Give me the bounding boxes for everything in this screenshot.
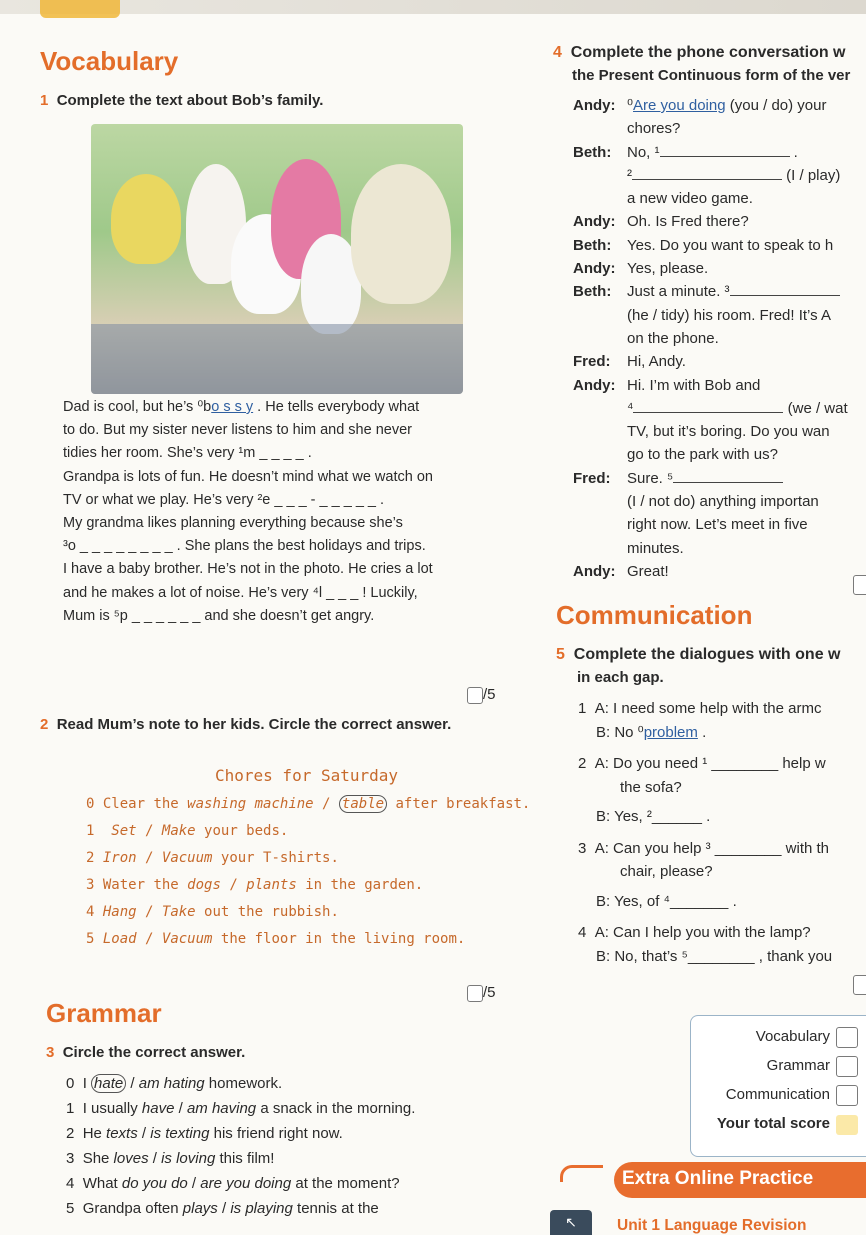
dialogue-a-cont: chair, please? bbox=[620, 863, 713, 880]
exercise-4-title-line2: the Present Continuous form of the ver bbox=[572, 67, 851, 84]
exercise-1-text bbox=[63, 396, 433, 628]
option-a[interactable]: texts bbox=[106, 1125, 138, 1142]
grammar-item: 1 I usually have / am having a snack in the morning. bbox=[66, 1100, 416, 1117]
dialogue-line: Fred: Hi, Andy. bbox=[573, 353, 686, 371]
grammar-item: 3 She loves / is loving this film! bbox=[66, 1150, 275, 1167]
text-line: and he makes a lot of noise. He’s very ⁴l _ _ _ ! Luckily, bbox=[63, 584, 418, 601]
text-line: Grandpa is lots of fun. He doesn’t mind what we watch on bbox=[63, 468, 433, 485]
dialogue-line: a new video game. bbox=[627, 190, 753, 208]
note-item: 1 Set / Make your beds. bbox=[86, 823, 289, 839]
text-line: tidies her room. She’s very ¹m _ _ _ _ . bbox=[63, 445, 312, 462]
option-b[interactable]: Vacuum bbox=[161, 931, 213, 947]
exercise-5-title: 5 Complete the dialogues with one w bbox=[556, 646, 841, 663]
summary-communication: Communication bbox=[725, 1086, 830, 1103]
dialogue-line: Beth: Yes. Do you want to speak to h bbox=[573, 236, 834, 254]
dialogue-line: Andy: ⁰Are you doing (you / do) your bbox=[573, 97, 827, 114]
vocabulary-score-box[interactable] bbox=[836, 1027, 858, 1048]
vocabulary-heading: Vocabulary bbox=[40, 46, 179, 76]
dialogue-a: 2 A: Do you need ¹ ________ help w bbox=[578, 755, 826, 772]
example-answer: Are you doing bbox=[633, 97, 726, 114]
grammar-item: 5 Grandpa often plays / is playing tennis at the bbox=[66, 1200, 379, 1217]
dialogue-b: B: Yes, of ⁴_______ . bbox=[596, 892, 737, 910]
gap-3[interactable] bbox=[730, 281, 840, 296]
option-b[interactable]: Take bbox=[161, 904, 196, 920]
exercise-5-title-line2: in each gap. bbox=[577, 669, 664, 686]
summary-grammar: Grammar bbox=[766, 1057, 830, 1074]
option-b[interactable]: Vacuum bbox=[161, 850, 213, 866]
option-b[interactable]: are you doing bbox=[200, 1175, 292, 1192]
dialogue-line: Andy: Oh. Is Fred there? bbox=[573, 213, 749, 231]
exercise-5-score-box[interactable] bbox=[853, 975, 866, 995]
note-title: Chores for Saturday bbox=[215, 766, 399, 785]
exercise-4-score-box[interactable] bbox=[853, 575, 866, 595]
option-a[interactable]: hate bbox=[91, 1074, 126, 1093]
exercise-2-score: /5 bbox=[467, 984, 496, 1002]
option-a[interactable]: have bbox=[141, 1100, 175, 1117]
summary-vocabulary: Vocabulary bbox=[755, 1028, 830, 1045]
dialogue-line: Fred: Sure. ⁵ bbox=[573, 467, 848, 490]
dialogue-line: TV, but it’s boring. Do you wan bbox=[627, 423, 830, 441]
dialogue-line: minutes. bbox=[627, 539, 684, 557]
grammar-item: 0 I hate / am hating homework. bbox=[66, 1075, 283, 1092]
option-b[interactable]: is texting bbox=[150, 1125, 210, 1142]
gap-5[interactable] bbox=[673, 468, 783, 483]
option-b[interactable]: plants bbox=[246, 877, 297, 893]
dialogue-line: Beth: No, ¹ . bbox=[573, 143, 798, 161]
dialogue-line: Andy: Hi. I’m with Bob and bbox=[573, 376, 761, 394]
exercise-4-title: 4 Complete the phone conversation w bbox=[553, 44, 846, 61]
score-box[interactable] bbox=[467, 985, 483, 1002]
option-b[interactable]: Make bbox=[161, 823, 196, 839]
dialogue-a: 1 A: I need some help with the armc bbox=[578, 700, 822, 717]
example-answer: problem bbox=[643, 723, 698, 741]
text-line: My grandma likes planning everything because she’s bbox=[63, 515, 403, 532]
note-item: 5 Load / Vacuum the floor in the living room. bbox=[86, 931, 466, 947]
note-item: 2 Iron / Vacuum your T-shirts. bbox=[86, 850, 339, 866]
dialogue-b: B: No ⁰problem . bbox=[596, 723, 707, 741]
note-item: 0 Clear the washing machine / table after breakfast. bbox=[86, 796, 531, 812]
dialogues bbox=[578, 697, 832, 968]
grammar-heading: Grammar bbox=[46, 998, 162, 1028]
option-a[interactable]: Load bbox=[102, 931, 137, 947]
text-line: Mum is ⁵p _ _ _ _ _ _ and she doesn’t get angry. bbox=[63, 607, 375, 624]
dialogue-line: ⁴ (we / wat bbox=[627, 399, 848, 417]
option-a[interactable]: Hang bbox=[102, 904, 137, 920]
cursor-icon: ↖ bbox=[550, 1210, 592, 1235]
grammar-score-box[interactable] bbox=[836, 1056, 858, 1077]
option-b[interactable]: am having bbox=[186, 1100, 257, 1117]
gap-1[interactable] bbox=[660, 142, 790, 157]
family-photo bbox=[91, 124, 463, 394]
option-a[interactable]: Set bbox=[111, 823, 137, 839]
top-banner bbox=[0, 0, 866, 14]
gap-4[interactable]: _______ bbox=[670, 892, 729, 910]
gap-4[interactable] bbox=[633, 398, 783, 413]
option-a[interactable]: Iron bbox=[102, 850, 137, 866]
gap-2[interactable]: _ _ _ - _ _ _ _ _ . bbox=[274, 491, 385, 508]
dialogue-a: 4 A: Can I help you with the lamp? bbox=[578, 924, 811, 941]
text-line: to do. But my sister never listens to him and she never bbox=[63, 422, 412, 439]
chores-note bbox=[86, 791, 530, 953]
dialogue-a-cont: the sofa? bbox=[620, 778, 682, 796]
option-a[interactable]: loves bbox=[113, 1150, 149, 1167]
exercise-1-title: 1 Complete the text about Bob’s family. bbox=[40, 92, 324, 109]
unit-number-decoration bbox=[40, 0, 120, 18]
text-line: Dad is cool, but he’s ⁰bo s s y . He tells everybody what bbox=[63, 399, 420, 415]
exercise-3-title: 3 Circle the correct answer. bbox=[46, 1044, 246, 1061]
text-line: TV or what we play. He’s very ²e _ _ _ - _ _ _ _ _ . bbox=[63, 491, 385, 508]
dialogue-line: Andy: Yes, please. bbox=[573, 260, 709, 278]
unit-revision-link[interactable]: Unit 1 Language Revision bbox=[617, 1217, 807, 1234]
dialogue-line: (I / not do) anything importan bbox=[627, 493, 819, 511]
gap-5[interactable]: ________ bbox=[687, 947, 755, 965]
phone-conversation bbox=[573, 94, 848, 583]
gap-5[interactable]: _ _ _ _ _ _ bbox=[131, 607, 201, 624]
dialogue-b: B: No, that’s ⁵________ , thank you bbox=[596, 947, 833, 965]
score-box[interactable] bbox=[467, 687, 483, 704]
summary-total: Your total score bbox=[716, 1115, 830, 1132]
grammar-item: 2 He texts / is texting his friend right now. bbox=[66, 1125, 343, 1142]
example-answer: o s s y bbox=[211, 399, 254, 415]
dialogue-line: Beth: Just a minute. ³ bbox=[573, 280, 848, 303]
dialogue-line: on the phone. bbox=[627, 329, 719, 347]
text-line: ³o _ _ _ _ _ _ _ _ . She plans the best holidays and trips. bbox=[63, 538, 426, 555]
dialogue-line: Andy: Great! bbox=[573, 562, 669, 580]
grammar-item: 4 What do you do / are you doing at the moment? bbox=[66, 1175, 400, 1192]
option-b[interactable]: is loving bbox=[161, 1150, 216, 1167]
dialogue-a: 3 A: Can you help ³ ________ with th bbox=[578, 839, 830, 857]
option-b[interactable]: is playing bbox=[230, 1200, 293, 1217]
gap-3[interactable]: _ _ _ _ _ _ _ _ bbox=[79, 538, 173, 555]
dialogue-b: B: Yes, ²______ . bbox=[596, 808, 711, 825]
communication-score-box[interactable] bbox=[836, 1085, 858, 1106]
extra-online-practice-banner[interactable]: Extra Online Practice bbox=[614, 1162, 866, 1198]
gap-2[interactable] bbox=[632, 165, 782, 180]
decorative-line bbox=[560, 1165, 603, 1182]
communication-heading: Communication bbox=[556, 600, 753, 630]
text-line: I have a baby brother. He’s not in the photo. He cries a lot bbox=[63, 561, 433, 578]
dialogue-line: chores? bbox=[627, 120, 681, 138]
exercise-2-title: 2 Read Mum’s note to her kids. Circle the correct answer. bbox=[40, 716, 452, 733]
option-b[interactable]: table bbox=[339, 795, 387, 813]
option-a[interactable]: plays bbox=[182, 1200, 218, 1217]
dialogue-line: (he / tidy) his room. Fred! It’s A bbox=[627, 306, 831, 324]
option-b[interactable]: am hating bbox=[138, 1075, 205, 1092]
dialogue-line: ² (I / play) bbox=[627, 166, 841, 184]
exercise-1-score: /5 bbox=[467, 686, 496, 704]
exercise-3-list bbox=[66, 1071, 415, 1221]
note-item: 4 Hang / Take out the rubbish. bbox=[86, 904, 339, 920]
gap-4[interactable]: _ _ _ bbox=[326, 584, 359, 601]
score-summary-labels bbox=[700, 1022, 830, 1138]
dialogue-line: go to the park with us? bbox=[627, 446, 778, 464]
note-item: 3 Water the dogs / plants in the garden. bbox=[86, 877, 424, 893]
option-a[interactable]: washing machine bbox=[187, 796, 314, 812]
gap-2[interactable]: ______ bbox=[651, 808, 702, 825]
option-a[interactable]: do you do bbox=[121, 1175, 188, 1192]
dialogue-line: right now. Let’s meet in five bbox=[627, 516, 808, 534]
gap-1[interactable]: _ _ _ _ . bbox=[259, 445, 312, 462]
option-a[interactable]: dogs bbox=[187, 877, 221, 893]
total-score-box[interactable] bbox=[836, 1115, 858, 1135]
